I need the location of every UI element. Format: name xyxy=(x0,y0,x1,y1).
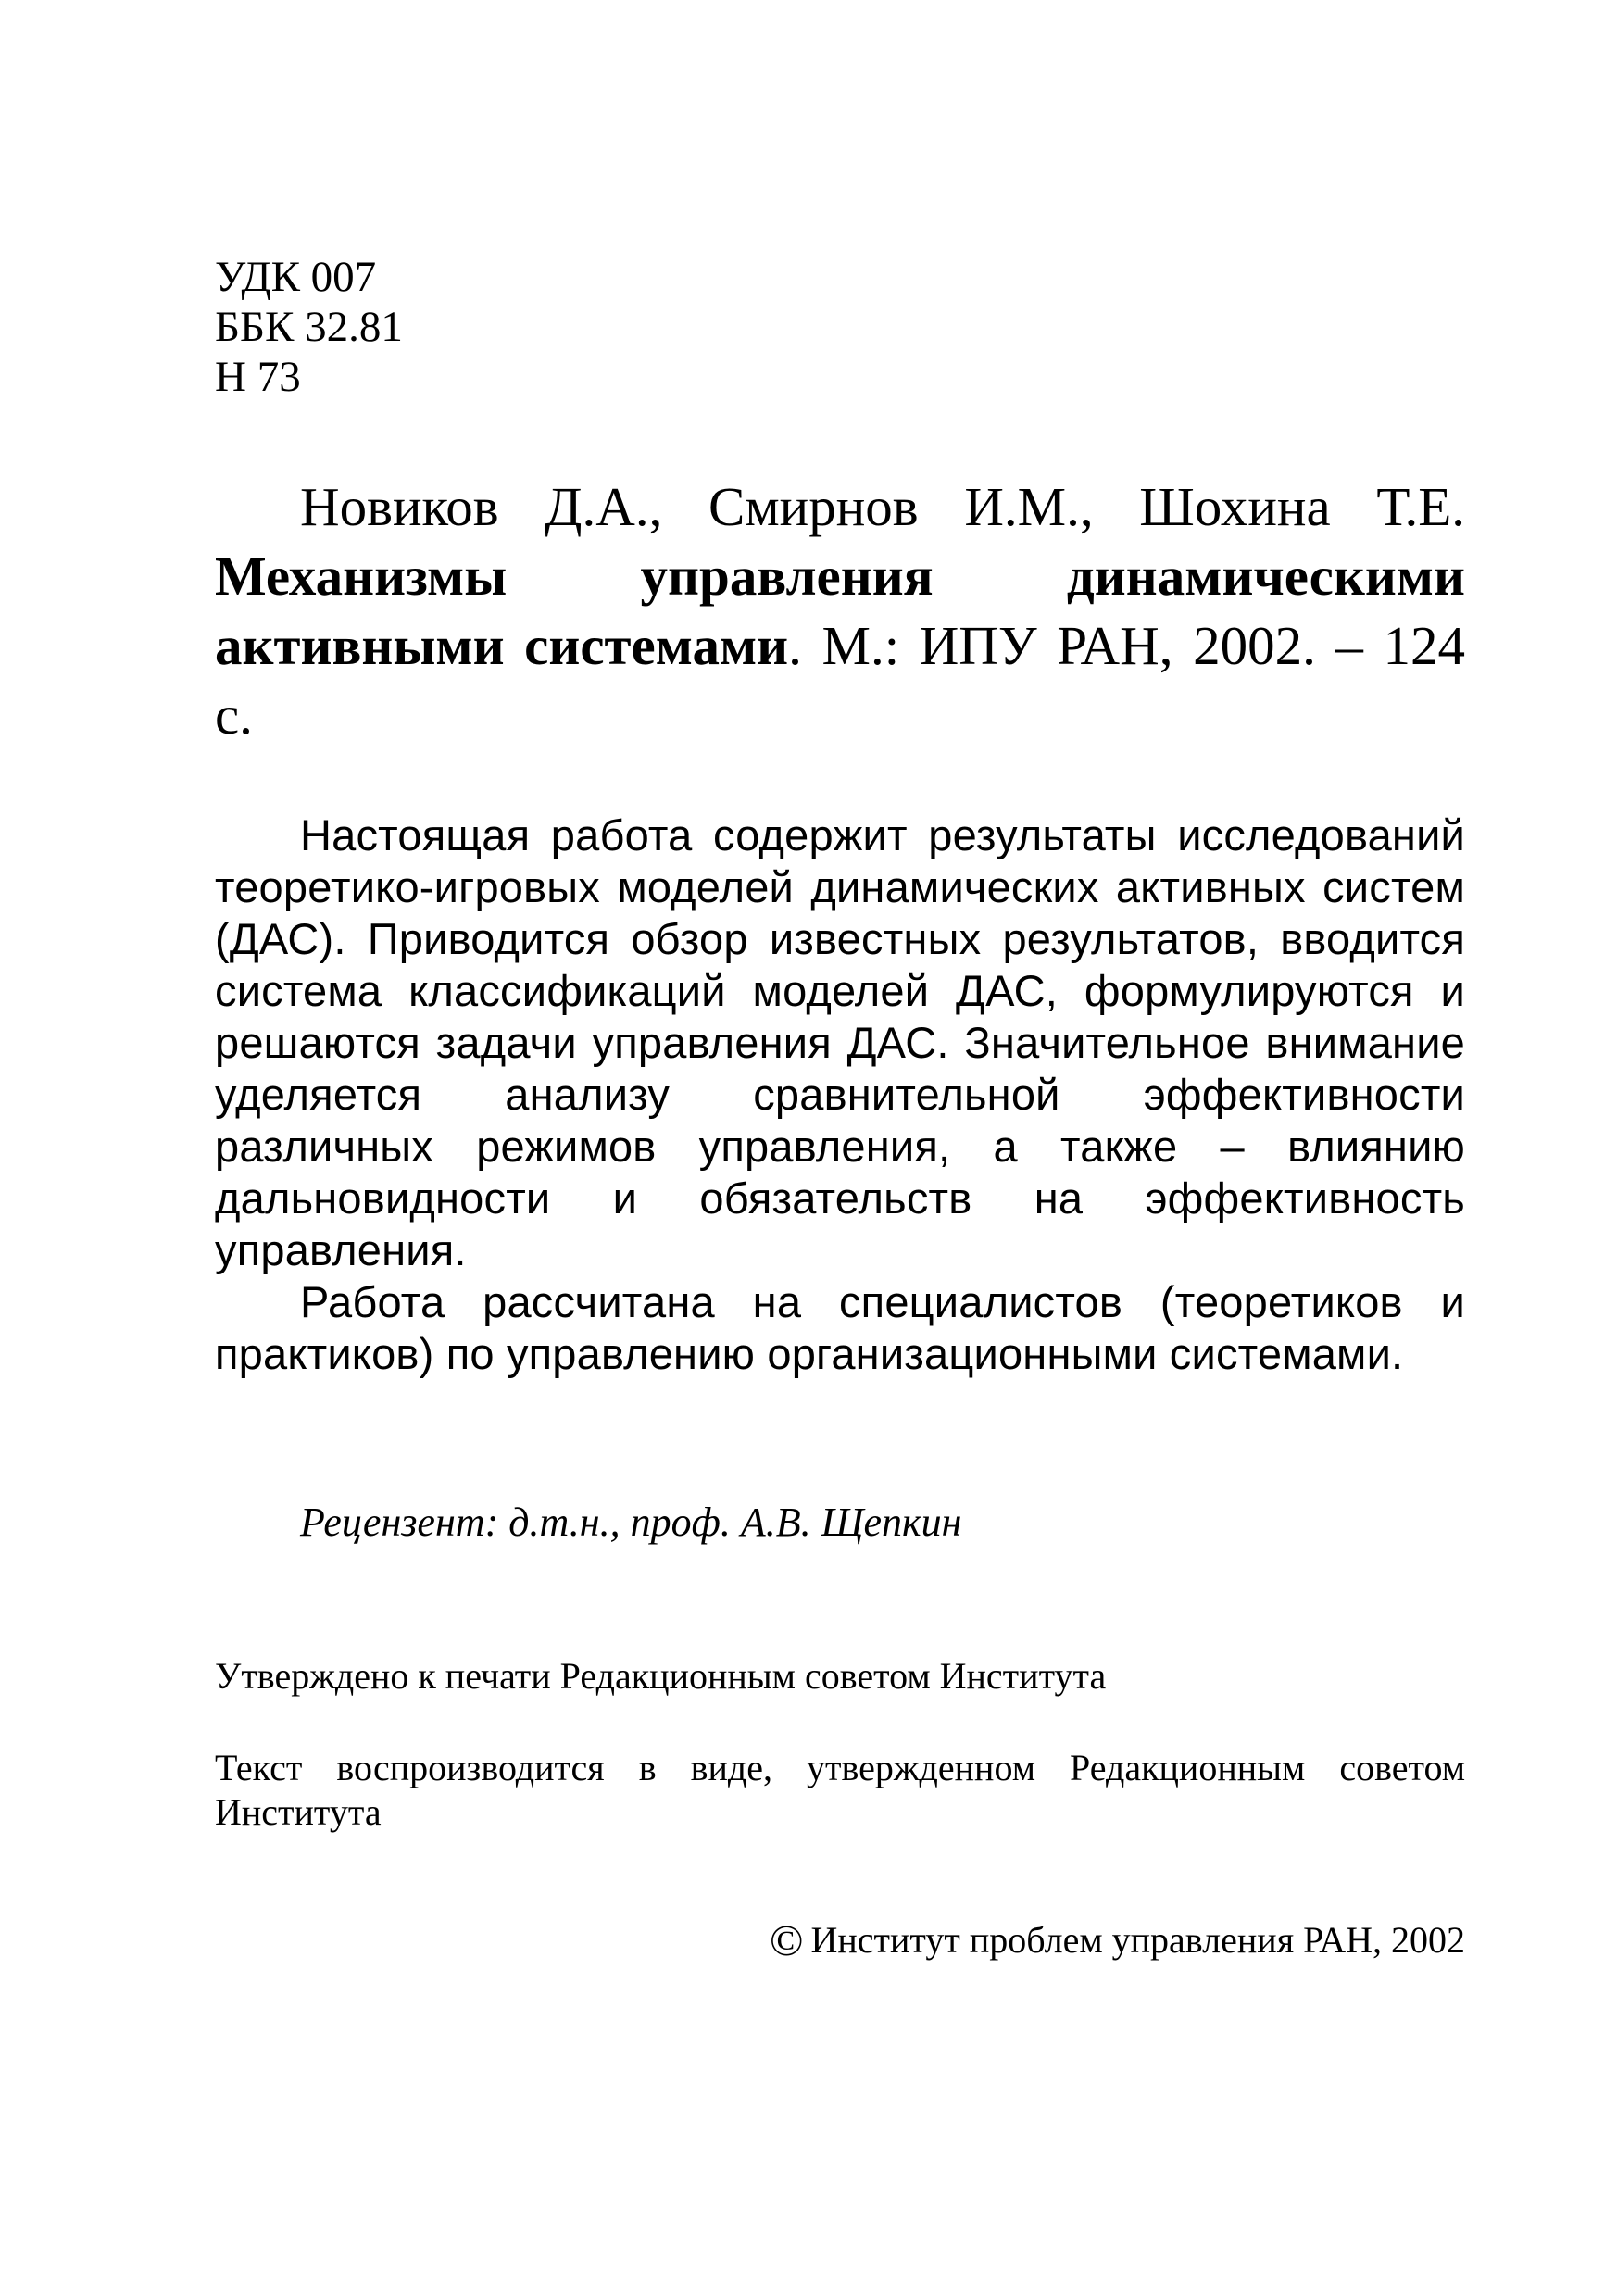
udk-code: УДК 007 xyxy=(215,253,377,301)
abstract-paragraph: Настоящая работа содержит результаты исследований теоретико-игровых моделей динамических активных систем (ДАС). Приводится обзор известных результатов, вводится система классификаций моделей ДАС, формулируются и решаются задачи управления ДАС. Значительное внимание уделяется анализу сравнительной эффективности различных режимов управления, а также – влиянию дальновидности и обязательств на эффективность управления. xyxy=(215,810,1465,1274)
reviewer-credit: Рецензент: д.т.н., проф. А.В. Щепкин xyxy=(300,1499,962,1545)
classification-block xyxy=(215,252,403,402)
author-mark: Н 73 xyxy=(215,353,301,401)
abstract xyxy=(215,809,1465,1380)
bbk-code: ББК 32.81 xyxy=(215,303,403,351)
bibliographic-citation xyxy=(215,472,1465,750)
citation-authors: Новиков Д.А., Смирнов И.М., Шохина Т.Е. xyxy=(300,476,1465,537)
copyright-line xyxy=(770,1918,1465,1964)
abstract-paragraph: Работа рассчитана на специалистов (теоретиков и практиков) по управлению организационными системами. xyxy=(215,1277,1465,1378)
approval-note: Утверждено к печати Редакционным советом Института xyxy=(215,1655,1107,1697)
copyright-holder: Институт проблем управления РАН, 2002 xyxy=(810,1919,1465,1961)
copyright-icon: © xyxy=(770,1916,804,1965)
citation-title: Механизмы управления динамическими активными системами xyxy=(215,546,1465,676)
reproduction-note: Текст воспроизводится в виде, утвержденном Редакционным советом Института xyxy=(215,1747,1465,1833)
citation-publication: . М.: ИПУ РАН, 2002. – 124 с. xyxy=(215,615,1466,746)
